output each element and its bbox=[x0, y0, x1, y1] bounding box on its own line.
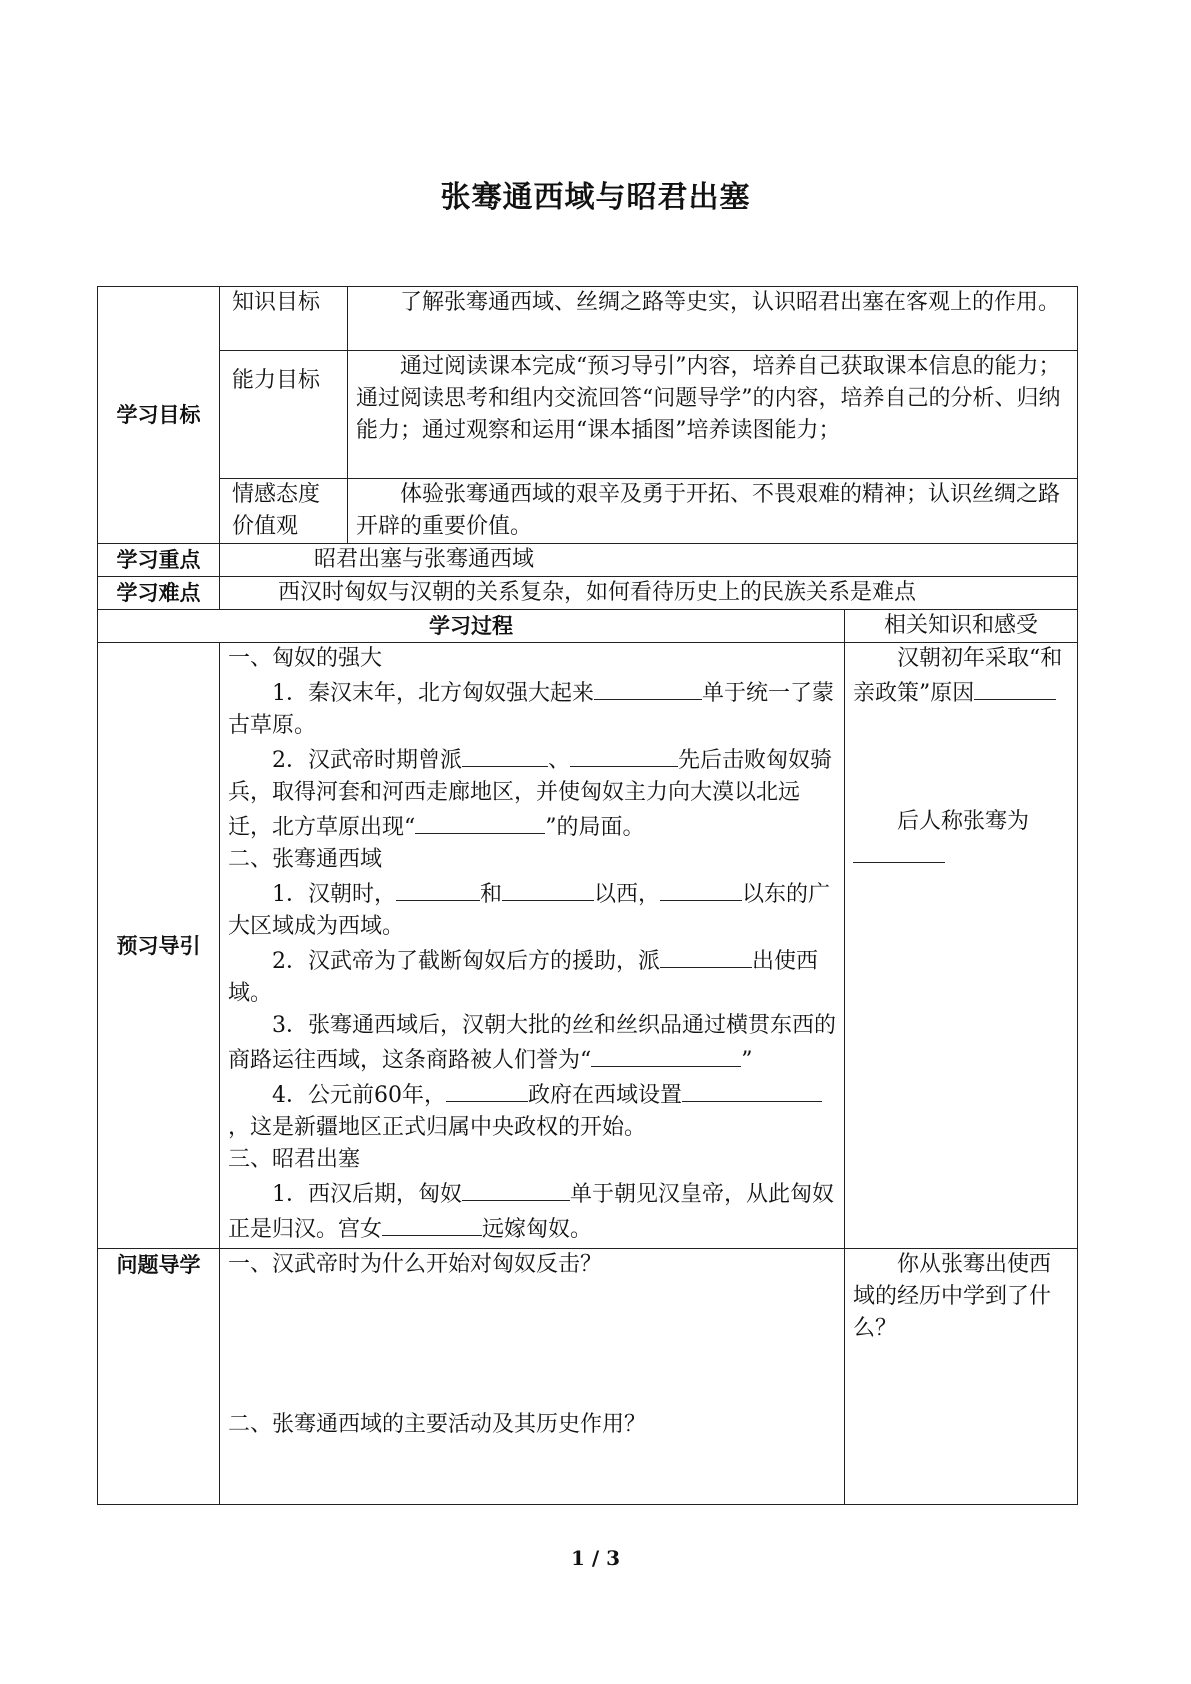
preview-item-2-4: 4．公元前60年， 政府在西域设置，这是新疆地区正式归属中央政权的开始。 bbox=[228, 1077, 836, 1144]
knowledge-row bbox=[98, 287, 1078, 351]
preview-item-1-1: 1．秦汉末年，北方匈奴强大起来 单于统一了蒙古草原。 bbox=[228, 675, 836, 742]
question-1: 一、汉武帝时为什么开始对匈奴反击？ bbox=[228, 1252, 603, 1277]
preview-label: 预习导引 bbox=[98, 643, 220, 1249]
side-note-2: 后人称张骞为 bbox=[853, 806, 1069, 873]
page-number: 1 / 3 bbox=[570, 1546, 621, 1570]
key-point-row bbox=[98, 544, 1078, 577]
blank-field[interactable] bbox=[594, 675, 702, 700]
questions-row bbox=[98, 1249, 1078, 1505]
preview-item-2-1: 1．汉朝时， 和 以西， 以东的广大区域成为西域。 bbox=[228, 876, 836, 943]
knowledge-text: 了解张骞通西域、丝绸之路等史实，认识昭君出塞在客观上的作用。 bbox=[400, 290, 1061, 315]
page-title: 张骞通西域与昭君出塞 bbox=[440, 180, 751, 215]
key-point-text: 昭君出塞与张骞通西域 bbox=[220, 544, 1078, 577]
blank-field[interactable] bbox=[682, 1077, 822, 1102]
difficulty-row bbox=[98, 577, 1078, 610]
blank-field[interactable] bbox=[502, 876, 594, 901]
preview-content bbox=[220, 643, 845, 1249]
blank-field[interactable] bbox=[570, 742, 678, 767]
preview-section-1: 一、匈奴的强大 bbox=[228, 646, 383, 671]
preview-row bbox=[98, 643, 1078, 1249]
preview-side-notes bbox=[845, 643, 1078, 1249]
knowledge-label: 知识目标 bbox=[220, 287, 348, 351]
blank-field[interactable] bbox=[462, 742, 548, 767]
key-point-label: 学习重点 bbox=[98, 544, 220, 577]
preview-item-3-1: 1．西汉后期，匈奴 单于朝见汉皇帝，从此匈奴正是归汉。宫女 远嫁匈奴。 bbox=[228, 1176, 836, 1246]
blank-field[interactable] bbox=[382, 1211, 482, 1236]
blank-field[interactable] bbox=[415, 809, 545, 834]
preview-section-3: 三、昭君出塞 bbox=[228, 1147, 361, 1172]
preview-item-2-2: 2．汉武帝为了截断匈奴后方的援助，派 出使西域。 bbox=[228, 943, 836, 1010]
blank-field[interactable] bbox=[660, 876, 742, 901]
blank-field[interactable] bbox=[660, 943, 752, 968]
side-note-1: 汉朝初年采取“和亲政策”原因 bbox=[853, 646, 1063, 706]
blank-field[interactable] bbox=[446, 1077, 528, 1102]
ability-label: 能力目标 bbox=[220, 351, 348, 479]
preview-section-2: 二、张骞通西域 bbox=[228, 847, 383, 872]
difficulty-label: 学习难点 bbox=[98, 577, 220, 610]
questions-label: 问题导学 bbox=[98, 1249, 220, 1505]
ability-text: 通过阅读课本完成“预习导引”内容，培养自己获取课本信息的能力；通过阅读思考和组内交流回答“问题导学”的内容，培养自己的分析、归纳能力；通过观察和运用“课本插图”培养读图能力； bbox=[356, 354, 1061, 443]
blank-field[interactable] bbox=[462, 1176, 570, 1201]
side-note-3: 你从张骞出使西域的经历中学到了什么？ bbox=[853, 1252, 1052, 1341]
process-header-row bbox=[98, 610, 1078, 643]
preview-item-2-3: 3．张骞通西域后，汉朝大批的丝和丝织品通过横贯东西的商路运往西域，这条商路被人们誉为“ ” bbox=[228, 1013, 836, 1073]
process-header: 学习过程 bbox=[98, 610, 845, 643]
preview-item-1-2: 2．汉武帝时期曾派 、 先后击败匈奴骑兵，取得河套和河西走廊地区，并使匈奴主力向大漠以北远迁，北方草原出现“ ”的局面。 bbox=[228, 742, 836, 844]
questions-side-note bbox=[845, 1249, 1078, 1505]
difficulty-text: 西汉时匈奴与汉朝的关系复杂，如何看待历史上的民族关系是难点 bbox=[220, 577, 1078, 610]
blank-field[interactable] bbox=[591, 1042, 741, 1067]
questions-content bbox=[220, 1249, 845, 1505]
emotion-label: 情感态度价值观 bbox=[220, 479, 348, 544]
emotion-row bbox=[98, 479, 1078, 544]
blank-field[interactable] bbox=[396, 876, 480, 901]
objectives-label: 学习目标 bbox=[98, 287, 220, 544]
ability-row bbox=[98, 351, 1078, 479]
blank-field[interactable] bbox=[974, 675, 1056, 700]
question-2: 二、张骞通西域的主要活动及其历史作用？ bbox=[228, 1412, 647, 1437]
blank-field[interactable] bbox=[853, 838, 945, 863]
study-plan-table bbox=[97, 286, 1078, 1505]
emotion-text: 体验张骞通西域的艰辛及勇于开拓、不畏艰难的精神；认识丝绸之路开辟的重要价值。 bbox=[356, 482, 1061, 539]
side-header: 相关知识和感受 bbox=[845, 610, 1078, 643]
